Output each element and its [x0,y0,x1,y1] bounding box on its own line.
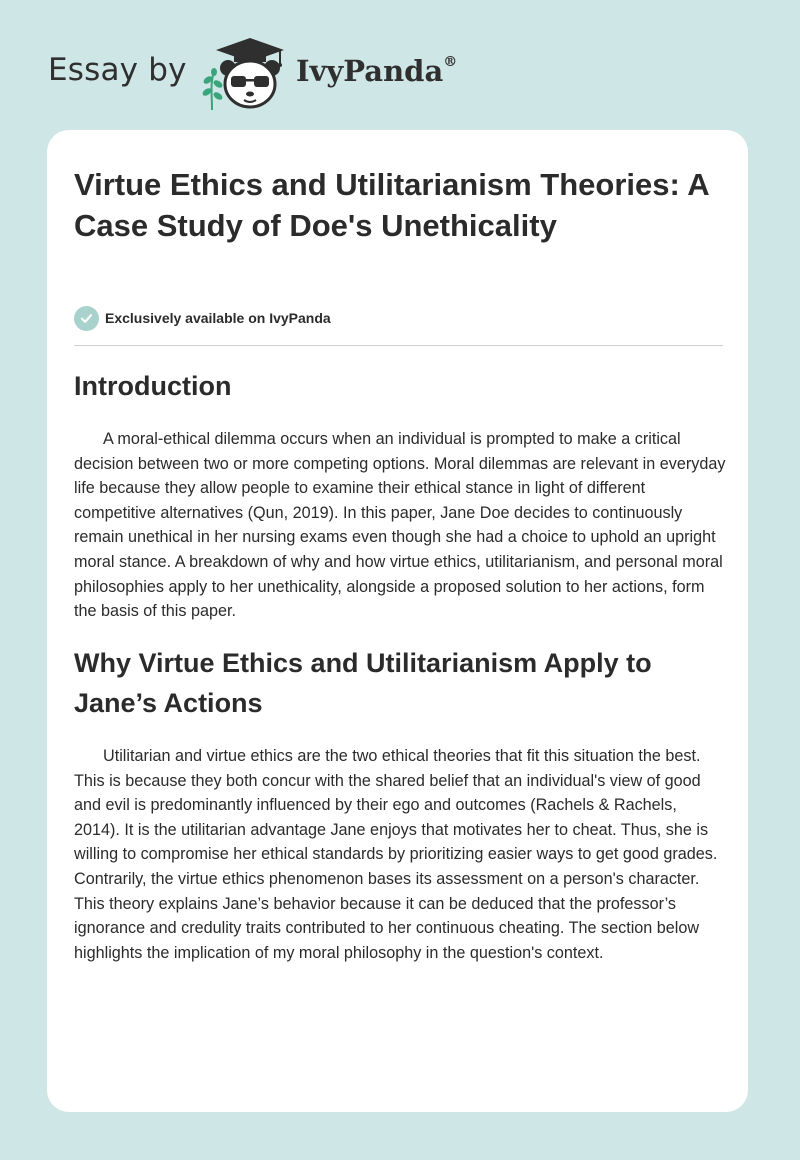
check-circle-icon [74,306,99,331]
panda-graduate-icon[interactable] [198,34,292,110]
section-paragraph-why-virtue-ethics: Utilitarian and virtue ethics are the two ethical theories that fit this situation the best. This is because they both concur with the shared belief that an individual's view of good and evil is predominantly influenced by their ego and outcomes (Rachels & Rachels, 2014). It is the utilitarian advantage Jane enjoys that motivates her to cheat. Thus, she is willing to compromise her ethical standards by prioritizing easier ways to get good grades. Contrarily, the virtue ethics phenomenon bases its assessment on a person's character. This theory explains Jane’s behavior because it can be deduced that the professor’s ignorance and credulity traits contributed to her continuous cheating. The section below highlights the implication of my moral philosophy in the question's context. [74,747,718,962]
article-card [47,130,748,1112]
brand-logo[interactable] [296,54,457,88]
exclusive-badge [74,305,331,331]
divider [74,345,723,346]
leaf-icon [201,68,224,110]
section-paragraph-introduction: A moral-ethical dilemma occurs when an individual is prompted to make a critical decision between two or more competing options. Moral dilemmas are relevant in everyday life because they allow people to examine their ethical stance in light of different competitive alternatives (Qun, 2019). In this paper, Jane Doe decides to continuously remain unethical in her nursing exams even though she had a choice to uphold an upright moral stance. A breakdown of why and how virtue ethics, utilitarianism, and personal moral philosophies apply to her unethicality, alongside a proposed solution to her actions, form the basis of this paper. [74,430,726,621]
section-heading-introduction: Introduction [74,371,232,401]
essay-by-label: Essay by [48,52,187,88]
site-header [48,34,548,114]
badge-text: Exclusively available on IvyPanda [105,310,331,326]
brand-name: IvyPanda [296,54,444,88]
section-heading-why-virtue-ethics: Why Virtue Ethics and Utilitarianism Apply to Jane’s Actions [74,648,652,718]
article-title: Virtue Ethics and Utilitarianism Theories: A Case Study of Doe's Unethicality [74,167,709,243]
registered-mark: ® [443,54,458,71]
